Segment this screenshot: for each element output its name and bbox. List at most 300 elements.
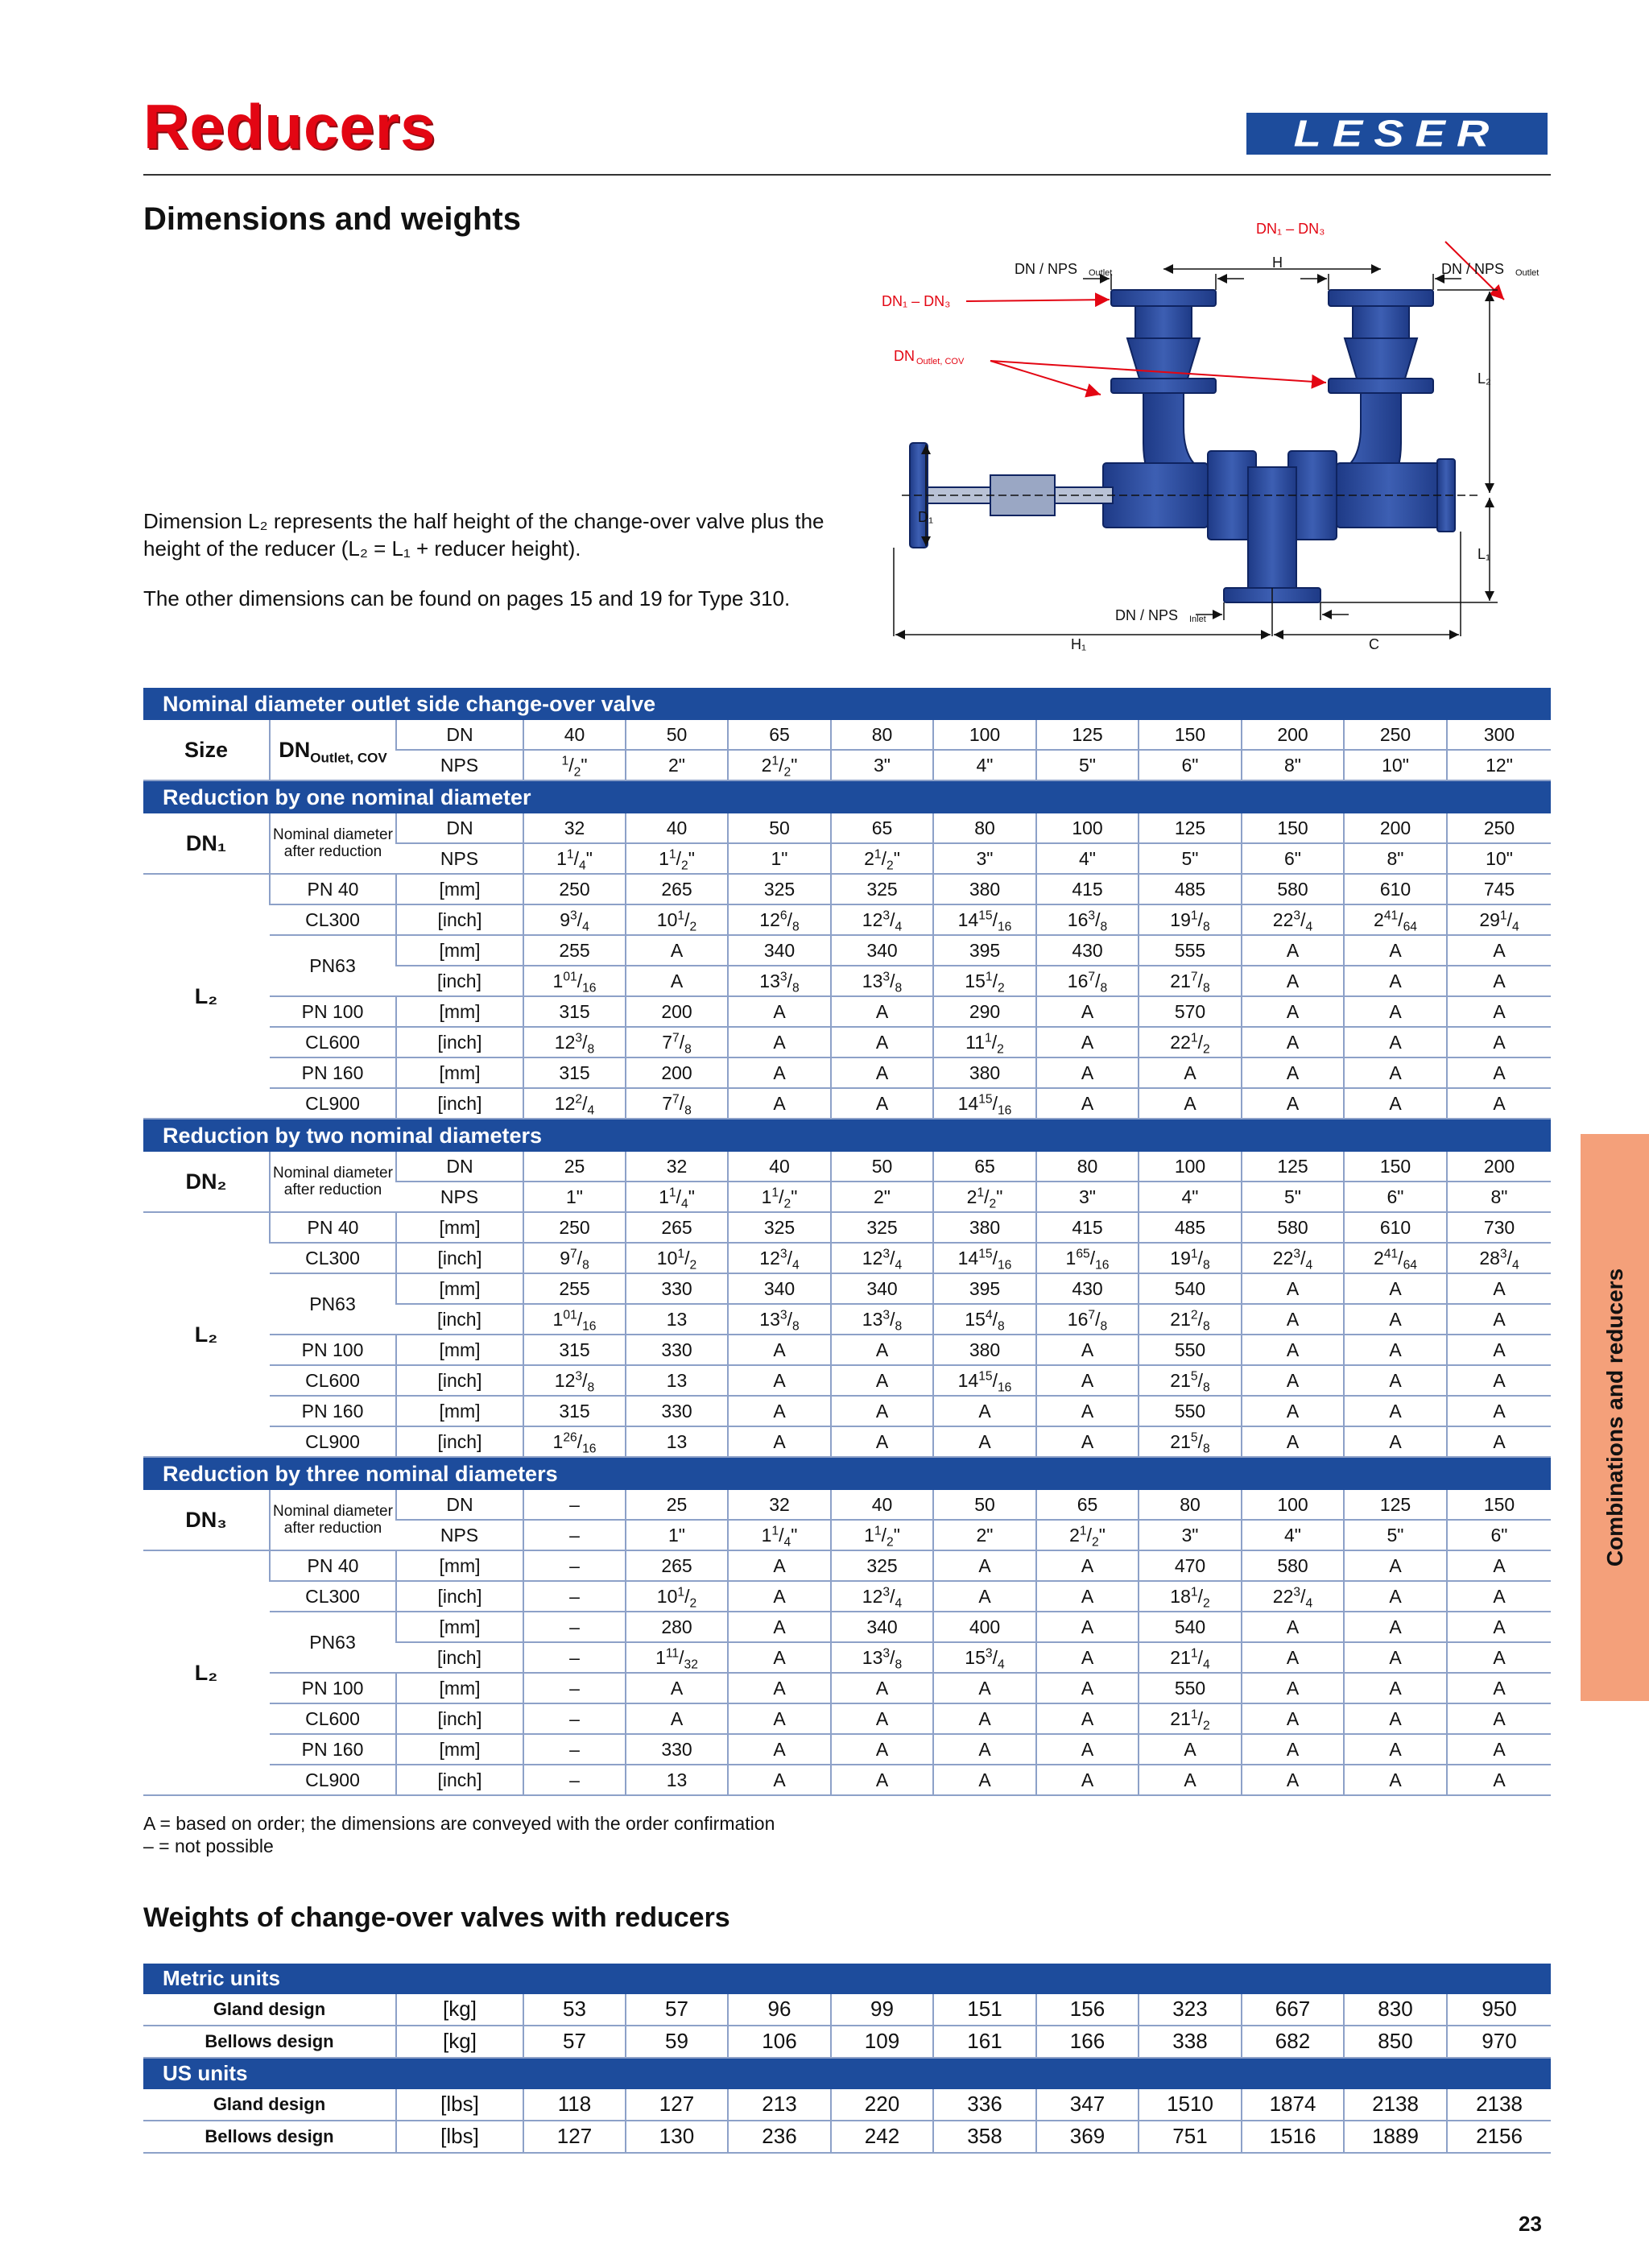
l2-value: A bbox=[728, 1426, 831, 1457]
weights-value: 242 bbox=[831, 2121, 933, 2153]
weights-row-label: Gland design bbox=[143, 1994, 396, 2026]
reduction-nps-value: 8" bbox=[1447, 1182, 1551, 1212]
l2-value: A bbox=[1344, 1550, 1447, 1581]
l2-value: – bbox=[523, 1642, 626, 1673]
l2-value: 550 bbox=[1139, 1335, 1242, 1365]
l2-value: 610 bbox=[1344, 874, 1447, 904]
l2-label: L₂ bbox=[143, 1212, 270, 1457]
l2-value: $15^4/_8$ bbox=[933, 1304, 1036, 1335]
l2-value: A bbox=[831, 1027, 933, 1057]
l2-value: A bbox=[1242, 1365, 1344, 1396]
footnote-dash: – = not possible bbox=[143, 1836, 274, 1856]
l2-value: A bbox=[1036, 1396, 1139, 1426]
l2-value: 200 bbox=[626, 1057, 728, 1088]
l2-value: 200 bbox=[626, 996, 728, 1027]
outlet-dn-value: 80 bbox=[831, 720, 933, 750]
l2-value: A bbox=[1242, 1673, 1344, 1703]
reduction-nps-value: 5" bbox=[1242, 1182, 1344, 1212]
l2-value: 485 bbox=[1139, 1212, 1242, 1243]
reduction-nps-value: $2^1/_2$" bbox=[933, 1182, 1036, 1212]
weights-value: 347 bbox=[1036, 2089, 1139, 2121]
unit-label: [mm] bbox=[396, 935, 523, 966]
pressure-class: PN 100 bbox=[270, 1335, 396, 1365]
l2-value: A bbox=[831, 1673, 933, 1703]
pressure-class: PN63 bbox=[270, 1273, 396, 1335]
weights-value: 970 bbox=[1447, 2026, 1551, 2058]
weights-band-cell: Metric units bbox=[143, 1964, 1551, 1994]
l2-value: 415 bbox=[1036, 874, 1139, 904]
l2-value: A bbox=[728, 1703, 831, 1734]
reduction-nps-value: $1^1/_2$" bbox=[728, 1182, 831, 1212]
weights-value: 127 bbox=[626, 2089, 728, 2121]
l2-value: $12^3/_4$ bbox=[831, 904, 933, 935]
reduction-dn-value: 125 bbox=[1344, 1490, 1447, 1520]
l2-value: $21^5/_8$ bbox=[1139, 1365, 1242, 1396]
l2-value: 430 bbox=[1036, 1273, 1139, 1304]
weights-table-body bbox=[143, 1964, 1551, 2153]
l2-row bbox=[143, 1088, 1551, 1119]
l2-value: A bbox=[1447, 1612, 1551, 1642]
l2-value: 400 bbox=[933, 1612, 1036, 1642]
weights-value: 850 bbox=[1344, 2026, 1447, 2058]
weights-value: 369 bbox=[1036, 2121, 1139, 2153]
unit-label: [inch] bbox=[396, 1581, 523, 1612]
label-dn1-dn3-top: DN₁ – DN₃ bbox=[1256, 221, 1325, 237]
l2-value: $22^3/_4$ bbox=[1242, 904, 1344, 935]
l2-value: A bbox=[1242, 1426, 1344, 1457]
l2-value: $10^1/_2$ bbox=[626, 1243, 728, 1273]
reduction-dn-value: 50 bbox=[728, 813, 831, 843]
l2-value: A bbox=[1344, 1426, 1447, 1457]
unit-label: [mm] bbox=[396, 1673, 523, 1703]
l2-value: 330 bbox=[626, 1273, 728, 1304]
label-dn-nps-inlet: DN / NPS bbox=[1115, 607, 1179, 623]
l2-row bbox=[143, 1550, 1551, 1581]
l2-value: A bbox=[1036, 1734, 1139, 1765]
l2-value: $19^1/_8$ bbox=[1139, 1243, 1242, 1273]
reduction-dn-name: DN₂ bbox=[143, 1152, 270, 1212]
l2-value: A bbox=[1242, 1396, 1344, 1426]
weights-value: 2138 bbox=[1344, 2089, 1447, 2121]
reduction-nps-value: 1" bbox=[626, 1520, 728, 1550]
weights-value: 59 bbox=[626, 2026, 728, 2058]
dimensions-table bbox=[143, 688, 1551, 1796]
unit-label: [mm] bbox=[396, 1273, 523, 1304]
weights-table bbox=[143, 1964, 1551, 2154]
pressure-class: CL600 bbox=[270, 1027, 396, 1057]
reduction-nps-value: 3" bbox=[1036, 1182, 1139, 1212]
l2-value: 395 bbox=[933, 1273, 1036, 1304]
weights-value: 682 bbox=[1242, 2026, 1344, 2058]
reduction-dn-row bbox=[143, 1152, 1551, 1182]
label-h: H bbox=[1272, 255, 1283, 271]
l2-value: A bbox=[1036, 1642, 1139, 1673]
l2-value: A bbox=[1036, 1335, 1139, 1365]
reduction-dn-value: 100 bbox=[1036, 813, 1139, 843]
l2-value: A bbox=[728, 1088, 831, 1119]
l2-value: A bbox=[1242, 1765, 1344, 1795]
l2-value: 13 bbox=[626, 1365, 728, 1396]
l2-value: A bbox=[1139, 1057, 1242, 1088]
label-l1: L₁ bbox=[1477, 546, 1491, 562]
weights-value: 667 bbox=[1242, 1994, 1344, 2026]
l2-value: $7^7/_8$ bbox=[626, 1088, 728, 1119]
l2-value: 330 bbox=[626, 1734, 728, 1765]
l2-row bbox=[143, 1212, 1551, 1243]
weights-band-2 bbox=[143, 2058, 1551, 2089]
l2-value: 325 bbox=[831, 1550, 933, 1581]
l2-value: 340 bbox=[728, 1273, 831, 1304]
l2-value: – bbox=[523, 1673, 626, 1703]
nominal-after-label: Nominal diameter after reduction bbox=[270, 813, 396, 874]
weights-value: 358 bbox=[933, 2121, 1036, 2153]
l2-value: $12^3/_8$ bbox=[523, 1365, 626, 1396]
l2-value: $12^3/_4$ bbox=[831, 1243, 933, 1273]
l2-value: $10^1/_2$ bbox=[626, 1581, 728, 1612]
dimensions-table-body bbox=[143, 688, 1551, 1795]
l2-value: $22^1/_2$ bbox=[1139, 1027, 1242, 1057]
change-over-valve-diagram bbox=[870, 209, 1562, 660]
l2-value: 570 bbox=[1139, 996, 1242, 1027]
l2-value: A bbox=[1036, 996, 1139, 1027]
reduction-dn-value: 65 bbox=[831, 813, 933, 843]
pressure-class: CL900 bbox=[270, 1765, 396, 1795]
l2-row bbox=[143, 935, 1551, 966]
reduction-nps-value: $1^1/_2$" bbox=[831, 1520, 933, 1550]
l2-value: 610 bbox=[1344, 1212, 1447, 1243]
unit-label: [inch] bbox=[396, 1703, 523, 1734]
l2-value: 470 bbox=[1139, 1550, 1242, 1581]
l2-value: A bbox=[1447, 1734, 1551, 1765]
weights-value: 127 bbox=[523, 2121, 626, 2153]
l2-row bbox=[143, 874, 1551, 904]
l2-value: A bbox=[1242, 1612, 1344, 1642]
dimensions-heading: Dimensions and weights bbox=[143, 201, 521, 237]
l2-value: A bbox=[1344, 1581, 1447, 1612]
pressure-class: CL600 bbox=[270, 1365, 396, 1396]
weights-value: 213 bbox=[728, 2089, 831, 2121]
l2-value: A bbox=[933, 1396, 1036, 1426]
l2-value: $29^1/_4$ bbox=[1447, 904, 1551, 935]
l2-value: A bbox=[1344, 1088, 1447, 1119]
outlet-nps-value: 10" bbox=[1344, 750, 1447, 780]
pressure-class: PN 160 bbox=[270, 1396, 396, 1426]
l2-value: A bbox=[1344, 1304, 1447, 1335]
l2-value: A bbox=[728, 1673, 831, 1703]
l2-value: 555 bbox=[1139, 935, 1242, 966]
l2-label: L₂ bbox=[143, 874, 270, 1119]
l2-value: A bbox=[1344, 1057, 1447, 1088]
reduction-dn-value: – bbox=[523, 1490, 626, 1520]
l2-row bbox=[143, 1273, 1551, 1304]
weights-value: 2138 bbox=[1447, 2089, 1551, 2121]
l2-value: A bbox=[933, 1426, 1036, 1457]
l2-value: $13^3/_8$ bbox=[831, 1642, 933, 1673]
l2-row bbox=[143, 1612, 1551, 1642]
l2-value: A bbox=[728, 1057, 831, 1088]
l2-value: $1^{01}/_{16}$ bbox=[523, 1304, 626, 1335]
l2-value: A bbox=[728, 1396, 831, 1426]
l2-value: A bbox=[728, 1027, 831, 1057]
l2-row bbox=[143, 1057, 1551, 1088]
l2-value: $21^5/_8$ bbox=[1139, 1426, 1242, 1457]
l2-value: 13 bbox=[626, 1304, 728, 1335]
logo-text: LESER bbox=[1293, 112, 1501, 155]
unit-label: [inch] bbox=[396, 1304, 523, 1335]
weights-value: 338 bbox=[1139, 2026, 1242, 2058]
weights-value: 151 bbox=[933, 1994, 1036, 2026]
footnote-a: A = based on order; the dimensions are conveyed with the order confirmation bbox=[143, 1813, 775, 1834]
label-d1: D₁ bbox=[918, 509, 934, 525]
reduction-dn-value: 250 bbox=[1447, 813, 1551, 843]
l2-value: $7^7/_8$ bbox=[626, 1027, 728, 1057]
l2-value: 485 bbox=[1139, 874, 1242, 904]
weights-value: 156 bbox=[1036, 1994, 1139, 2026]
dn-label: DN bbox=[396, 720, 523, 750]
l2-value: $11^1/_2$ bbox=[933, 1027, 1036, 1057]
label-inlet-sub: Inlet bbox=[1189, 615, 1206, 624]
l2-value: $9^7/_8$ bbox=[523, 1243, 626, 1273]
l2-row bbox=[143, 904, 1551, 935]
l2-value: $1^{65}/_{16}$ bbox=[1036, 1243, 1139, 1273]
reduction-dn-value: 125 bbox=[1139, 813, 1242, 843]
nps-label: NPS bbox=[396, 750, 523, 780]
l2-row bbox=[143, 1243, 1551, 1273]
weights-value: 53 bbox=[523, 1994, 626, 2026]
unit-label: [mm] bbox=[396, 1612, 523, 1642]
l2-value: A bbox=[1242, 1057, 1344, 1088]
reduction-nps-value: $2^1/_2$" bbox=[1036, 1520, 1139, 1550]
l2-value: $1^{01}/_{16}$ bbox=[523, 966, 626, 996]
l2-value: A bbox=[1036, 1703, 1139, 1734]
outlet-nps-value: 6" bbox=[1139, 750, 1242, 780]
l2-value: 380 bbox=[933, 874, 1036, 904]
size-label: Size bbox=[143, 720, 270, 780]
l2-value: 13 bbox=[626, 1765, 728, 1795]
unit-label: [inch] bbox=[396, 1243, 523, 1273]
pressure-class: PN 100 bbox=[270, 1673, 396, 1703]
l2-value: $1^{26}/_{16}$ bbox=[523, 1426, 626, 1457]
l2-value: A bbox=[831, 1703, 933, 1734]
l2-value: A bbox=[1242, 966, 1344, 996]
l2-row bbox=[143, 1027, 1551, 1057]
reduction-nps-value: 4" bbox=[1139, 1182, 1242, 1212]
l2-value: $9^3/_4$ bbox=[523, 904, 626, 935]
weights-value: 323 bbox=[1139, 1994, 1242, 2026]
valve-body bbox=[910, 290, 1455, 602]
l2-value: 415 bbox=[1036, 1212, 1139, 1243]
l2-value: 325 bbox=[831, 874, 933, 904]
l2-value: $14^{15}/_{16}$ bbox=[933, 1243, 1036, 1273]
weights-value: 1510 bbox=[1139, 2089, 1242, 2121]
l2-value: $12^3/_4$ bbox=[728, 1243, 831, 1273]
outlet-nps-value: 2" bbox=[626, 750, 728, 780]
l2-value: A bbox=[1344, 1335, 1447, 1365]
l2-value: $13^3/_8$ bbox=[831, 1304, 933, 1335]
reduction-nps-value: 5" bbox=[1139, 843, 1242, 874]
l2-value: A bbox=[1344, 1396, 1447, 1426]
l2-value: 265 bbox=[626, 1212, 728, 1243]
l2-value: A bbox=[1242, 1027, 1344, 1057]
reduction-dn-value: 40 bbox=[626, 813, 728, 843]
l2-value: A bbox=[728, 1550, 831, 1581]
l2-value: $14^{15}/_{16}$ bbox=[933, 1365, 1036, 1396]
l2-value: A bbox=[1447, 1396, 1551, 1426]
l2-value: $16^3/_8$ bbox=[1036, 904, 1139, 935]
l2-value: $16^7/_8$ bbox=[1036, 1304, 1139, 1335]
label-c: C bbox=[1369, 636, 1379, 652]
l2-value: 325 bbox=[728, 1212, 831, 1243]
l2-value: A bbox=[831, 1734, 933, 1765]
pressure-class: PN 100 bbox=[270, 996, 396, 1027]
l2-value: A bbox=[831, 1426, 933, 1457]
nominal-after-label: Nominal diameter after reduction bbox=[270, 1490, 396, 1550]
l2-value: A bbox=[1344, 1642, 1447, 1673]
l2-value: $12^2/_4$ bbox=[523, 1088, 626, 1119]
l2-value: A bbox=[1036, 1581, 1139, 1612]
l2-value: 325 bbox=[831, 1212, 933, 1243]
weights-unit: [lbs] bbox=[396, 2089, 523, 2121]
outlet-nps-value: 8" bbox=[1242, 750, 1344, 780]
reduction-nps-value: – bbox=[523, 1520, 626, 1550]
l2-value: A bbox=[831, 996, 933, 1027]
l2-value: 340 bbox=[831, 1612, 933, 1642]
l2-value: $22^3/_4$ bbox=[1242, 1243, 1344, 1273]
reduction-nps-value: $1^1/_2$" bbox=[626, 843, 728, 874]
l2-value: $2^{41}/_{64}$ bbox=[1344, 1243, 1447, 1273]
weights-value: 130 bbox=[626, 2121, 728, 2153]
l2-value: A bbox=[728, 1365, 831, 1396]
weights-value: 118 bbox=[523, 2089, 626, 2121]
weights-value: 1516 bbox=[1242, 2121, 1344, 2153]
l2-value: A bbox=[1447, 966, 1551, 996]
outlet-nps-value: 12" bbox=[1447, 750, 1551, 780]
l2-value: A bbox=[1036, 1365, 1139, 1396]
l2-value: A bbox=[728, 1765, 831, 1795]
reduction-dn-value: 150 bbox=[1242, 813, 1344, 843]
l2-value: A bbox=[1447, 1673, 1551, 1703]
l2-value: A bbox=[831, 1396, 933, 1426]
l2-value: A bbox=[1036, 1550, 1139, 1581]
outlet-nps-value: 3" bbox=[831, 750, 933, 780]
label-dn-nps-outlet-left: DN / NPS bbox=[1015, 261, 1078, 277]
intro-paragraph-1: Dimension L₂ represents the half height of the change-over valve plus the height of the reducer (L₂ = L₁ + reducer height). bbox=[143, 509, 824, 561]
band-outlet bbox=[143, 688, 1551, 720]
l2-value: A bbox=[831, 1057, 933, 1088]
reduction-nps-value: 6" bbox=[1447, 1520, 1551, 1550]
l2-value: 255 bbox=[523, 1273, 626, 1304]
l2-row bbox=[143, 996, 1551, 1027]
unit-label: [mm] bbox=[396, 1550, 523, 1581]
weights-value: 1889 bbox=[1344, 2121, 1447, 2153]
l2-value: 380 bbox=[933, 1057, 1036, 1088]
l2-value: A bbox=[1036, 1765, 1139, 1795]
label-l2: L₂ bbox=[1477, 370, 1491, 387]
pressure-class: PN 160 bbox=[270, 1734, 396, 1765]
l2-value: 580 bbox=[1242, 1550, 1344, 1581]
reduction-dn-value: 80 bbox=[933, 813, 1036, 843]
weights-value: 1874 bbox=[1242, 2089, 1344, 2121]
l2-value: A bbox=[1242, 1642, 1344, 1673]
pressure-class: CL600 bbox=[270, 1703, 396, 1734]
reduction-nps-value: 3" bbox=[1139, 1520, 1242, 1550]
l2-value: A bbox=[1344, 966, 1447, 996]
l2-value: A bbox=[831, 1365, 933, 1396]
nps-label: NPS bbox=[396, 1520, 523, 1550]
l2-value: 255 bbox=[523, 935, 626, 966]
weights-value: 220 bbox=[831, 2089, 933, 2121]
unit-label: [inch] bbox=[396, 1088, 523, 1119]
weights-unit: [lbs] bbox=[396, 2121, 523, 2153]
l2-value: A bbox=[1344, 1734, 1447, 1765]
l2-value: $21^7/_8$ bbox=[1139, 966, 1242, 996]
outlet-nps-value: $2^1/_2$" bbox=[728, 750, 831, 780]
reduction-nps-value: $2^1/_2$" bbox=[831, 843, 933, 874]
l2-value: 250 bbox=[523, 874, 626, 904]
l2-value: $1^{11}/_{32}$ bbox=[626, 1642, 728, 1673]
l2-value: $12^3/_4$ bbox=[831, 1581, 933, 1612]
outlet-dn-value: 150 bbox=[1139, 720, 1242, 750]
unit-label: [inch] bbox=[396, 1426, 523, 1457]
reduction-dn-value: 32 bbox=[626, 1152, 728, 1182]
l2-value: 315 bbox=[523, 1335, 626, 1365]
weights-row bbox=[143, 2026, 1551, 2058]
l2-value: $19^1/_8$ bbox=[1139, 904, 1242, 935]
intro-text bbox=[143, 507, 836, 635]
l2-value: 540 bbox=[1139, 1273, 1242, 1304]
weights-unit: [kg] bbox=[396, 1994, 523, 2026]
outlet-dn-value: 300 bbox=[1447, 720, 1551, 750]
reduction-nps-value: 6" bbox=[1344, 1182, 1447, 1212]
l2-value: $28^3/_4$ bbox=[1447, 1243, 1551, 1273]
weights-band-1 bbox=[143, 1964, 1551, 1994]
outlet-dn-value: 250 bbox=[1344, 720, 1447, 750]
l2-value: A bbox=[1344, 1765, 1447, 1795]
l2-value: A bbox=[1447, 1550, 1551, 1581]
l2-value: A bbox=[831, 1335, 933, 1365]
unit-label: [mm] bbox=[396, 874, 523, 904]
l2-value: 340 bbox=[831, 935, 933, 966]
l2-value: A bbox=[1242, 1734, 1344, 1765]
outlet-nps-value: $^1/_2$" bbox=[523, 750, 626, 780]
intro-paragraph-2: The other dimensions can be found on pages 15 and 19 for Type 310. bbox=[143, 586, 791, 610]
reduction-dn-value: 25 bbox=[523, 1152, 626, 1182]
l2-value: A bbox=[626, 935, 728, 966]
pressure-class: CL300 bbox=[270, 1581, 396, 1612]
l2-value: A bbox=[728, 1335, 831, 1365]
reduction-dn-value: 65 bbox=[933, 1152, 1036, 1182]
reduction-nps-value: 2" bbox=[831, 1182, 933, 1212]
l2-value: A bbox=[1344, 1273, 1447, 1304]
l2-value: A bbox=[626, 1673, 728, 1703]
l2-value: A bbox=[1344, 996, 1447, 1027]
l2-value: 13 bbox=[626, 1426, 728, 1457]
nominal-after-label: Nominal diameter after reduction bbox=[270, 1152, 396, 1212]
band-reduction-1-cell: Reduction by one nominal diameter bbox=[143, 780, 1551, 813]
l2-value: A bbox=[728, 1612, 831, 1642]
l2-value: A bbox=[1447, 1365, 1551, 1396]
weights-value: 751 bbox=[1139, 2121, 1242, 2153]
l2-value: 380 bbox=[933, 1212, 1036, 1243]
unit-label: [inch] bbox=[396, 904, 523, 935]
leser-logo bbox=[1246, 113, 1548, 155]
weights-band-cell: US units bbox=[143, 2058, 1551, 2089]
l2-value: 380 bbox=[933, 1335, 1036, 1365]
label-dn-outlet-cov: DN bbox=[894, 348, 915, 364]
weights-row-label: Gland design bbox=[143, 2089, 396, 2121]
unit-label: [mm] bbox=[396, 1335, 523, 1365]
reduction-nps-value: 1" bbox=[523, 1182, 626, 1212]
